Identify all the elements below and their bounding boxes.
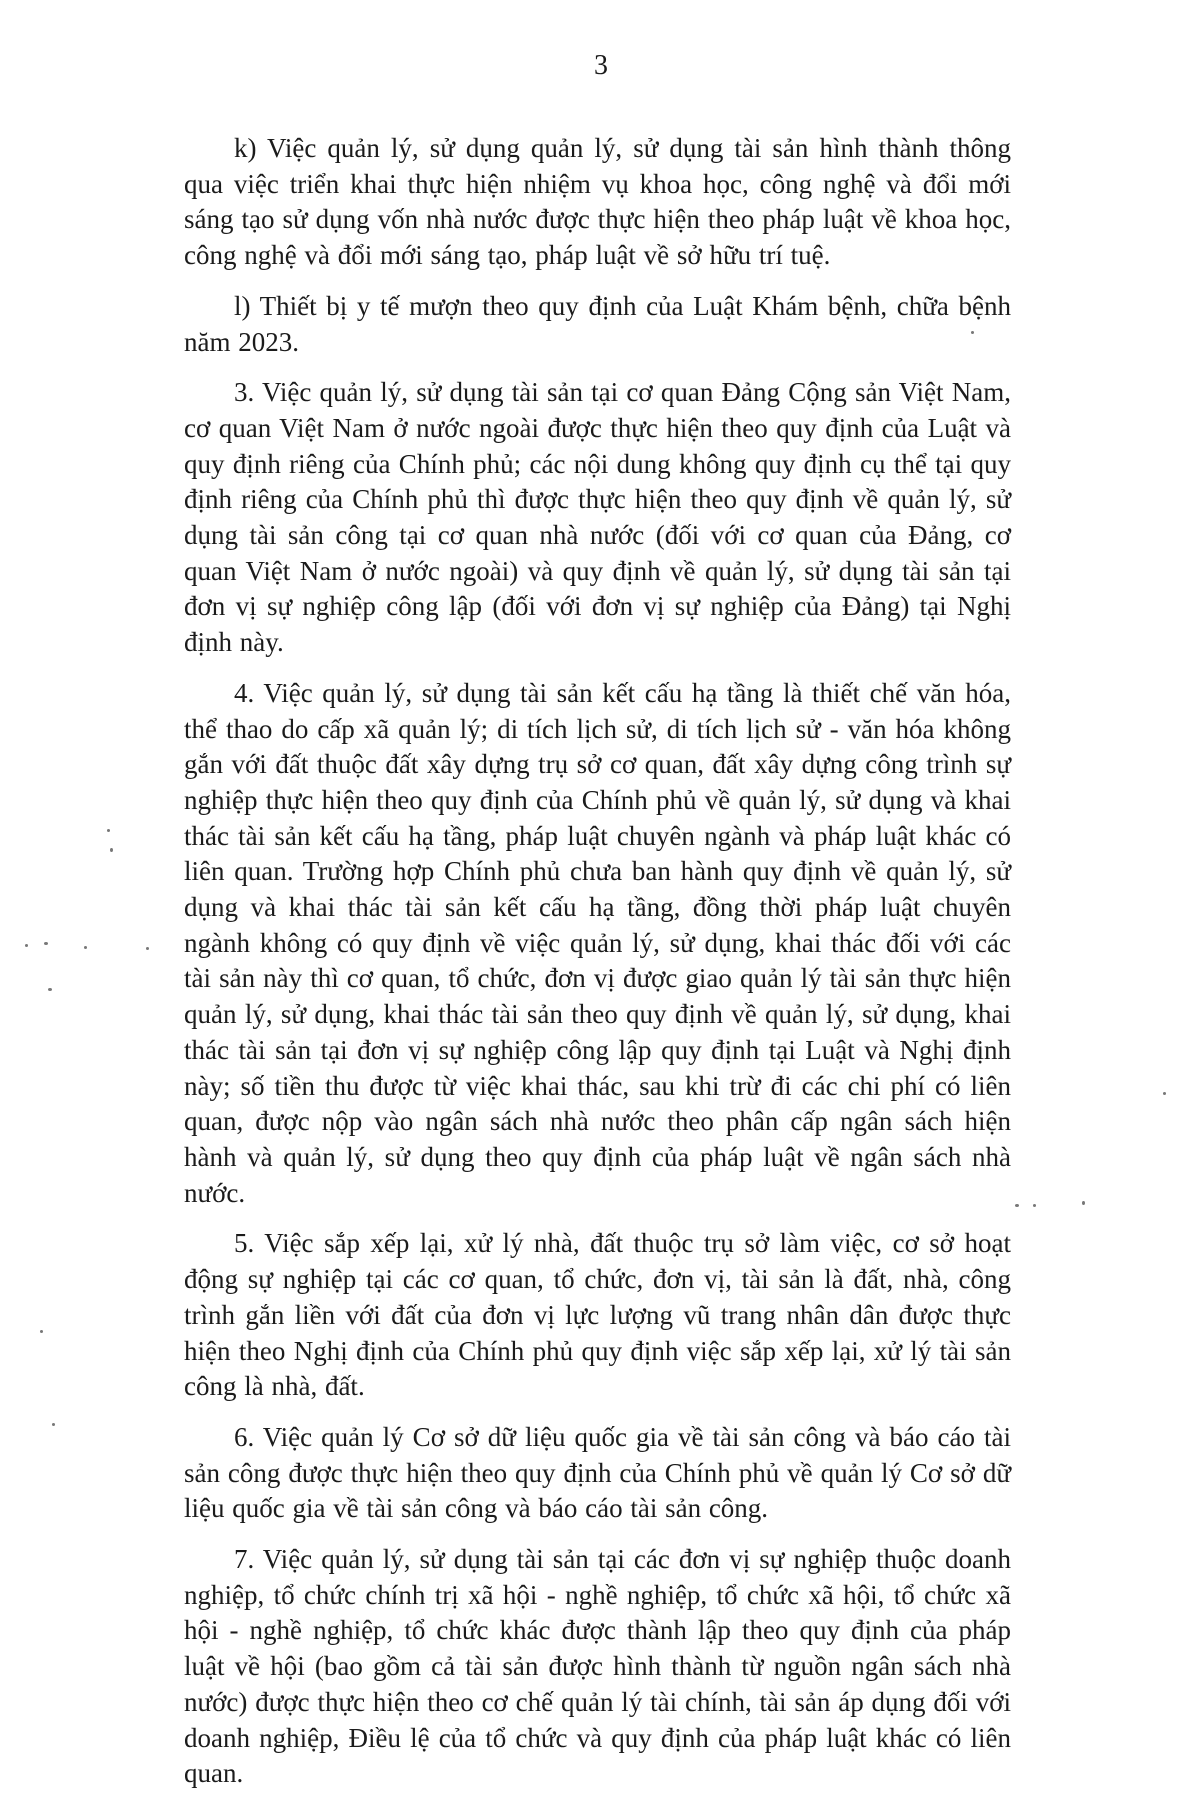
scan-artifact [40,1330,43,1333]
scan-artifact [44,942,48,945]
paragraph-clause-4: 4. Việc quản lý, sử dụng tài sản kết cấu hạ tầng là thiết chế văn hóa, thể thao do cấp xã quản lý; di tích lịch sử, di tích lịch sử - văn hóa không gắn với đất thuộc đất xây dựng trụ sở cơ quan, đất xây dựng công trình sự nghiệp thực hiện theo quy định của Chính phủ về quản lý, sử dụng và khai thác tài sản kết cấu hạ tầng, pháp luật chuyên ngành và pháp luật khác có liên quan. Trường hợp Chính phủ chưa ban hành quy định về quản lý, sử dụng và khai thác tài sản kết cấu hạ tầng, đồng thời pháp luật chuyên ngành không có quy định về việc quản lý, sử dụng, khai thác đối với các tài sản này thì cơ quan, tổ chức, đơn vị được giao quản lý tài sản thực hiện quản lý, sử dụng, khai thác tài sản theo quy định về quản lý, sử dụng, khai thác tài sản tại đơn vị sự nghiệp công lập quy định tại Luật và Nghị định này; số tiền thu được từ việc khai thác, sau khi trừ đi các chi phí có liên quan, được nộp vào ngân sách nhà nước theo phân cấp ngân sách hiện hành và quản lý, sử dụng theo quy định của pháp luật về ngân sách nhà nước. [184,677,1011,1208]
paragraph-point-k: k) Việc quản lý, sử dụng quản lý, sử dụng tài sản hình thành thông qua việc triển khai thực hiện nhiệm vụ khoa học, công nghệ và đổi mới sáng tạo sử dụng vốn nhà nước được thực hiện theo pháp luật về khoa học, công nghệ và đổi mới sáng tạo, pháp luật về sở hữu trí tuệ. [184,133,1011,271]
scan-artifact [1015,1204,1019,1207]
scan-artifact [25,944,28,947]
scan-artifact [48,988,52,991]
scan-artifact [971,331,974,334]
scan-artifact [107,829,110,832]
document-body [184,131,1011,1807]
scan-artifact [146,947,149,950]
page-number: 3 [594,50,608,81]
scan-artifact [1163,1092,1166,1095]
scan-artifact [52,1423,55,1426]
scan-artifact [1033,1204,1036,1207]
scan-artifact [110,848,113,852]
paragraph-clause-3: 3. Việc quản lý, sử dụng tài sản tại cơ quan Đảng Cộng sản Việt Nam, cơ quan Việt Nam ở nước ngoài được thực hiện theo quy định của Luật và quy định riêng của Chính phủ; các nội dung không quy định cụ thể tại quy định riêng của Chính phủ thì được thực hiện theo quy định về quản lý, sử dụng tài sản công tại cơ quan nhà nước (đối với cơ quan của Đảng, cơ quan Việt Nam ở nước ngoài) và quy định về quản lý, sử dụng tài sản tại đơn vị sự nghiệp công lập (đối với đơn vị sự nghiệp của Đảng) tại Nghị định này. [184,377,1011,658]
paragraph-clause-6: 6. Việc quản lý Cơ sở dữ liệu quốc gia về tài sản công và báo cáo tài sản công được thực hiện theo quy định của Chính phủ về quản lý Cơ sở dữ liệu quốc gia về tài sản công và báo cáo tài sản công. [184,1421,1011,1524]
paragraph-clause-5: 5. Việc sắp xếp lại, xử lý nhà, đất thuộc trụ sở làm việc, cơ sở hoạt động sự nghiệp tại các cơ quan, tổ chức, đơn vị, tài sản là đất, nhà, công trình gắn liền với đất của đơn vị lực lượng vũ trang nhân dân được thực hiện theo Nghị định của Chính phủ quy định việc sắp xếp lại, xử lý tài sản công là nhà, đất. [184,1228,1011,1402]
paragraph-point-l: l) Thiết bị y tế mượn theo quy định của Luật Khám bệnh, chữa bệnh năm 2023. [184,290,1011,357]
paragraph-clause-7: 7. Việc quản lý, sử dụng tài sản tại các đơn vị sự nghiệp thuộc doanh nghiệp, tổ chức chính trị xã hội - nghề nghiệp, tổ chức xã hội, tổ chức xã hội - nghề nghiệp, tổ chức khác được thành lập theo quy định của pháp luật về hội (bao gồm cả tài sản được hình thành từ nguồn ngân sách nhà nước) được thực hiện theo cơ chế quản lý tài chính, tài sản áp dụng đối với doanh nghiệp, Điều lệ của tổ chức và quy định của pháp luật khác có liên quan. [184,1544,1011,1789]
scan-artifact [1082,1201,1085,1205]
scan-artifact [84,946,87,949]
